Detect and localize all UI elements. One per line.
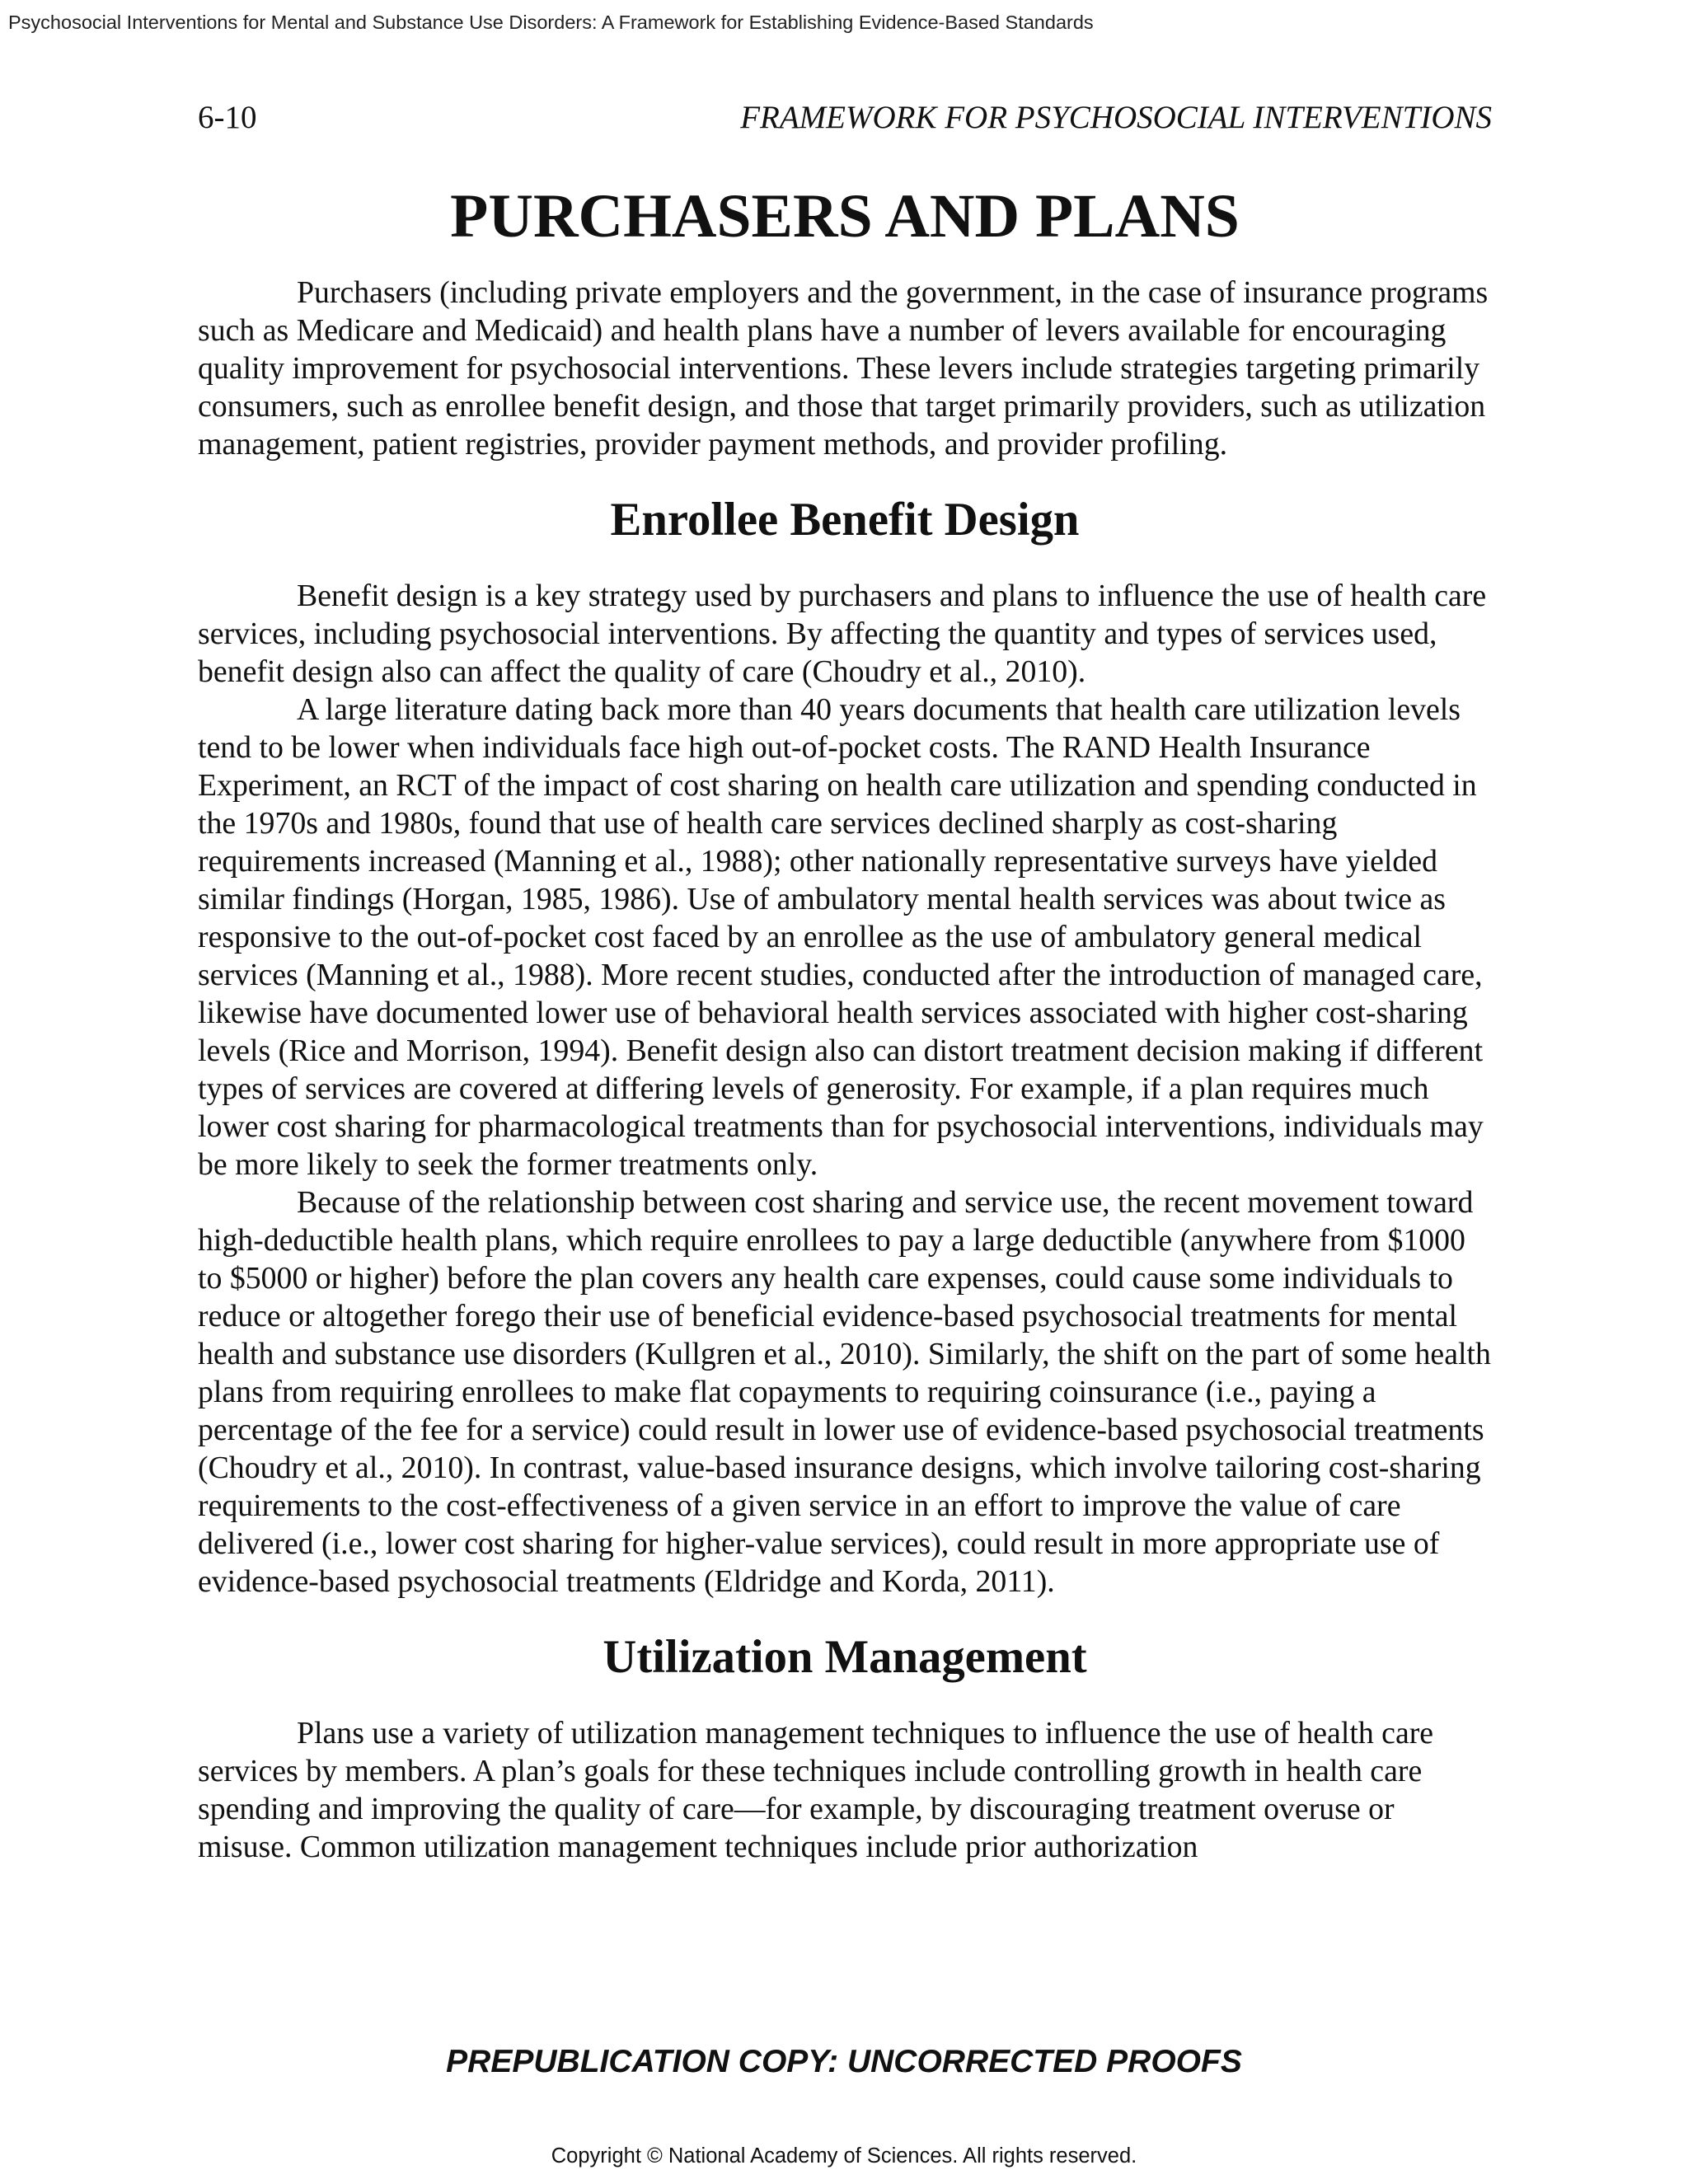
copyright-notice: Copyright © National Academy of Sciences. All rights reserved. <box>551 2144 1137 2168</box>
running-title: FRAMEWORK FOR PSYCHOSOCIAL INTERVENTIONS <box>740 100 1492 135</box>
section-title: PURCHASERS AND PLANS <box>450 182 1240 251</box>
benefit-design-paragraph-2: A large literature dating back more than 40 years documents that health care utilization levels tend to be lower when individuals face high out-of-pocket costs. The RAND Health Insurance Experiment, an RCT of the impact of cost sharing on health care utilization and spending conducted in the 1970s and 1980s, found that use of health care services declined sharply as cost-sharing requirements increased (Manning et al., 1988); other nationally representative surveys have yielded similar findings (Horgan, 1985, 1986). Use of ambulatory mental health services was about twice as responsive to the out-of-pocket cost faced by an enrollee as the use of ambulatory general medical services (Manning et al., 1988). More recent studies, conducted after the introduction of managed care, likewise have documented lower use of behavioral health services associated with higher cost-sharing levels (Rice and Morrison, 1994). Benefit design also can distort treatment decision making if different types of services are covered at differing levels of generosity. For example, if a plan requires much lower cost sharing for pharmacological treatments than for psychosocial interventions, individuals may be more likely to seek the former treatments only. <box>198 692 1484 1182</box>
benefit-design-heading: Enrollee Benefit Design <box>610 494 1080 546</box>
utilization-heading: Utilization Management <box>603 1631 1087 1683</box>
prepublication-notice: PREPUBLICATION COPY: UNCORRECTED PROOFS <box>446 2044 1242 2079</box>
page-body <box>198 182 1492 1866</box>
benefit-design-paragraph-1: Benefit design is a key strategy used by purchasers and plans to influence the use of health care services, including psychosocial interventions. By affecting the quantity and types of services used, benefit design also can affect the quality of care (Choudry et al., 2010). <box>198 579 1487 689</box>
utilization-paragraph: Plans use a variety of utilization management techniques to influence the use of health care services by members. A plan’s goals for these techniques include controlling growth in health care spending and improving the quality of care—for example, by discouraging treatment overuse or misuse. Common utilization management techniques include prior authorization <box>198 1716 1434 1864</box>
book-title-header: Psychosocial Interventions for Mental and Substance Use Disorders: A Framework for Establishing Evidence-Based Standards <box>8 12 1094 33</box>
page-number: 6-10 <box>198 100 257 135</box>
benefit-design-paragraph-3: Because of the relationship between cost sharing and service use, the recent movement toward high-deductible health plans, which require enrollees to pay a large deductible (anywhere from $1000 to $5000 or higher) before the plan covers any health care expenses, could cause some individuals to reduce or altogether forego their use of beneficial evidence-based psychosocial treatments for mental health and substance use disorders (Kullgren et al., 2010). Similarly, the shift on the part of some health plans from requiring enrollees to make flat copayments to requiring coinsurance (i.e., paying a percentage of the fee for a service) could result in lower use of evidence-based psychosocial treatments (Choudry et al., 2010). In contrast, value-based insurance designs, which involve tailoring cost-sharing requirements to the cost-effectiveness of a given service in an effort to improve the value of care delivered (i.e., lower cost sharing for higher-value services), could result in more appropriate use of evidence-based psychosocial treatments (Eldridge and Korda, 2011). <box>198 1185 1491 1599</box>
intro-paragraph: Purchasers (including private employers and the government, in the case of insurance programs such as Medicare and Medicaid) and health plans have a number of levers available for encouraging quality improvement for psychosocial interventions. These levers include strategies targeting primarily consumers, such as enrollee benefit design, and those that target primarily providers, such as utilization management, patient registries, provider payment methods, and provider profiling. <box>198 275 1489 462</box>
